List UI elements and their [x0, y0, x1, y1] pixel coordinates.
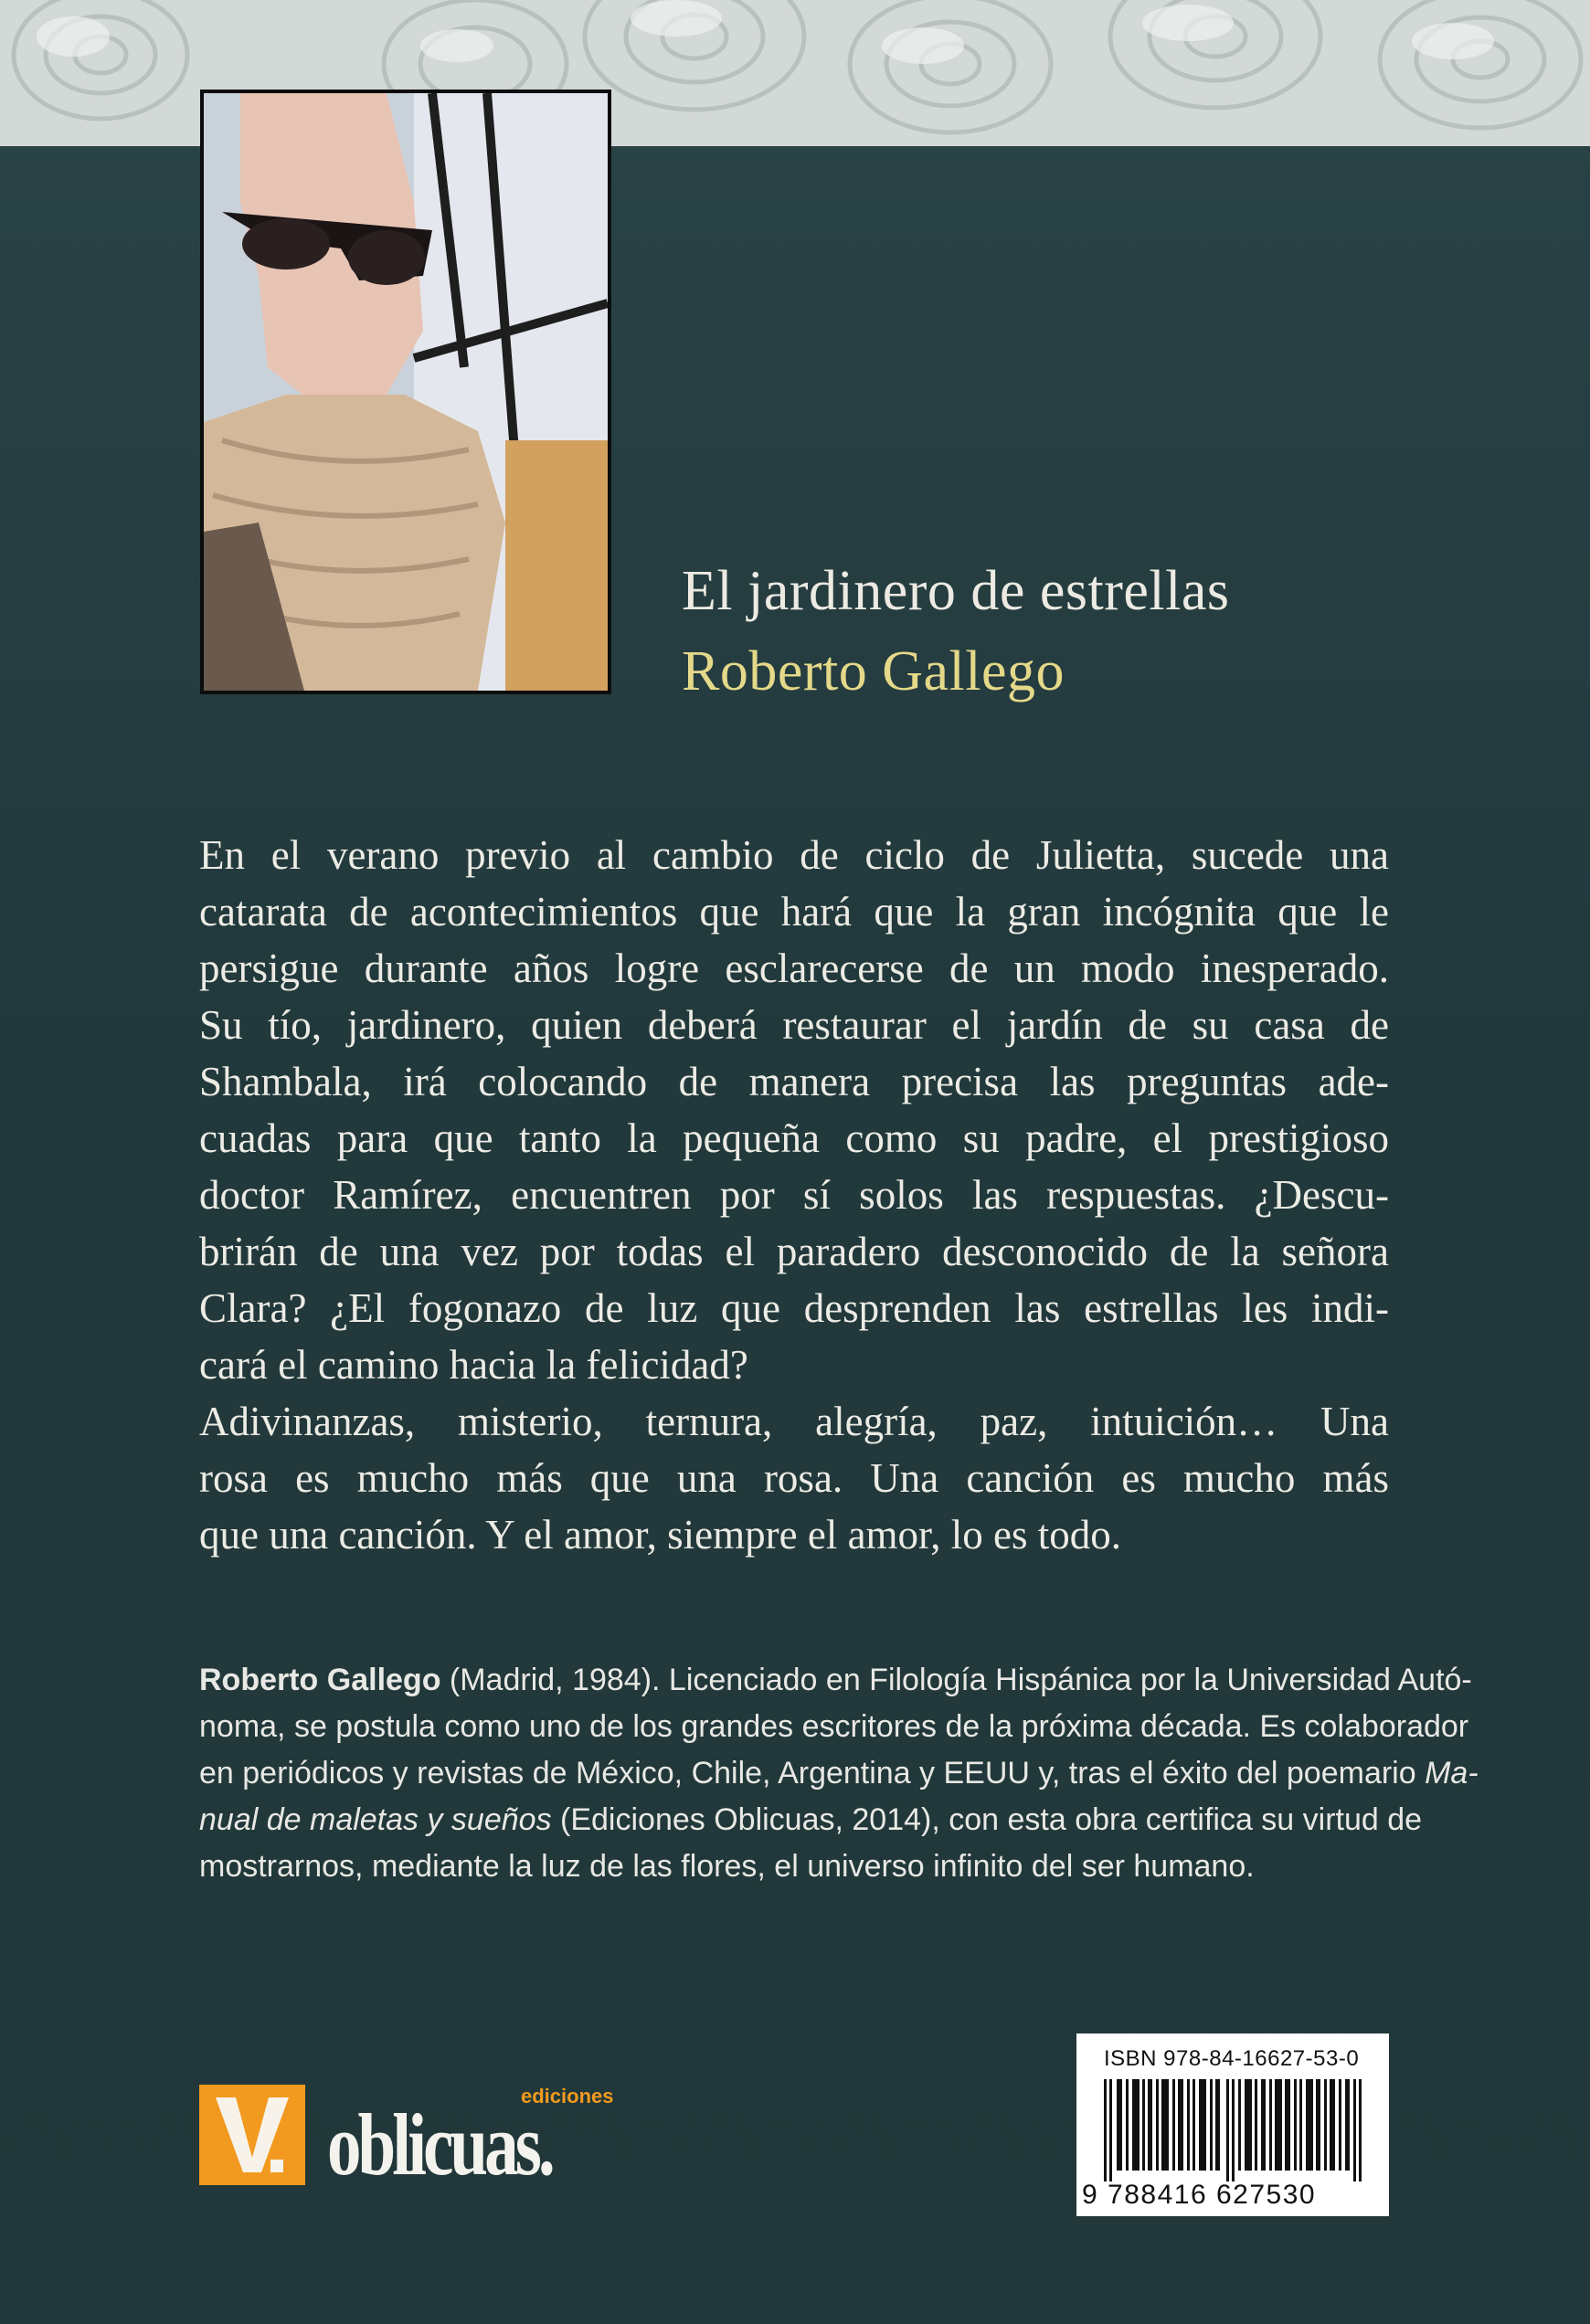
bio-line: mostrarnos, mediante la luz de las flores, el universo infinito del ser humano.	[199, 1849, 1255, 1884]
publisher-logo	[199, 2085, 638, 2193]
synopsis-line: rosa es mucho más que una rosa. Una canción es mucho más	[199, 1455, 1389, 1501]
isbn-barcode	[1076, 2034, 1389, 2216]
publisher-mark	[199, 2085, 305, 2185]
author-photo	[200, 90, 611, 694]
synopsis-line: brirán de una vez por todas el paradero desconocido de la señora	[199, 1229, 1389, 1274]
synopsis-line: que una canción. Y el amor, siempre el amor, lo es todo.	[199, 1512, 1121, 1558]
bio-author-name: Roberto Gallego	[199, 1663, 441, 1697]
author-name: Roberto Gallego	[682, 640, 1065, 702]
bio-book-title: Ma-	[1425, 1756, 1479, 1791]
bio-line	[199, 1797, 1423, 1843]
synopsis-line: Adivinanzas, misterio, ternura, alegría, paz, intuición… Una	[199, 1399, 1389, 1444]
author-bio	[199, 1657, 1479, 1890]
synopsis-line: catarata de acontecimientos que hará que la gran incógnita que le	[199, 889, 1389, 935]
book-title: El jardinero de estrellas	[682, 560, 1230, 622]
synopsis-line: Clara? ¿El fogonazo de luz que desprenden las estrellas les indi-	[199, 1285, 1389, 1331]
synopsis-line: En el verano previo al cambio de ciclo de Julietta, sucede una	[199, 832, 1389, 878]
synopsis-line: cará el camino hacia la felicidad?	[199, 1342, 748, 1388]
bio-text: (Madrid, 1984). Licenciado en Filología Hispánica por la Universidad Autó-	[440, 1663, 1472, 1697]
ean-digits: 9 788416 627530	[1082, 2180, 1317, 2210]
barcode-bars	[1089, 2079, 1376, 2181]
bio-line	[199, 1750, 1479, 1797]
bio-line: noma, se postula como uno de los grandes escritores de la próxima década. Es colaborador	[199, 1709, 1469, 1744]
synopsis	[199, 827, 1389, 1563]
bio-book-title: nual de maletas y sueños	[199, 1802, 552, 1837]
bio-text: (Ediciones Oblicuas, 2014), con esta obra certifica su virtud de	[551, 1802, 1423, 1837]
isbn-label: ISBN 978-84-16627-53-0	[1104, 2046, 1360, 2071]
synopsis-line: Su tío, jardinero, quien deberá restaurar el jardín de su casa de	[199, 1002, 1389, 1048]
publisher-wordmark: oblicuas.	[327, 2096, 552, 2193]
synopsis-line: cuadas para que tanto la pequeña como su padre, el prestigioso	[199, 1115, 1389, 1161]
synopsis-line: Shambala, irá colocando de manera precisa las preguntas ade-	[199, 1059, 1389, 1104]
synopsis-line: doctor Ramírez, encuentren por sí solos las respuestas. ¿Descu-	[199, 1172, 1389, 1218]
bio-line	[199, 1657, 1472, 1704]
synopsis-line: persigue durante años logre esclarecerse de un modo inesperado.	[199, 945, 1389, 991]
bio-text: en periódicos y revistas de México, Chile, Argentina y EEUU y, tras el éxito del poemario	[199, 1756, 1426, 1791]
publisher-small-text: ediciones	[521, 2085, 614, 2107]
